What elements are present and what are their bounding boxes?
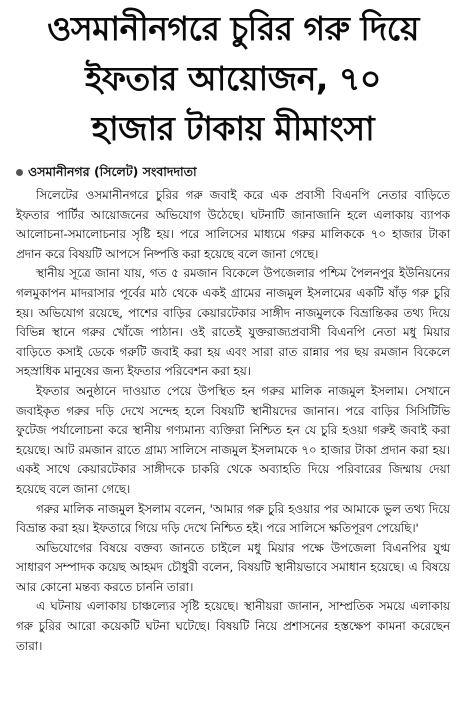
bullet-icon (16, 169, 23, 176)
byline (16, 164, 450, 180)
headline-line: হাজার টাকায় মীমাংসা (91, 109, 375, 148)
paragraph: সিলেটের ওসমানীনগরে চুরির গরু জবাই করে এক প্রবাসী বিএনপি নেতার বাড়িতে ইফতার পার্টির আয়োজনের অভিযোগ উঠেছে। ঘটনাটি জানাজানি হলে এলাকায় ব্যাপক আলোচনা-সমালোচনার সৃষ্টি হয়। পরে সালিসের মাধ্যমে গরুর মালিককে ৭০ হাজার টাকা প্রদান করে বিষয়টি আপসে নিষ্পত্তি করা হয়েছে বলে জানা গেছে। (16, 188, 450, 261)
headline-line: ওসমানীনগরে চুরির গরু দিয়ে (47, 9, 419, 48)
article-body (16, 186, 450, 656)
paragraph: ইফতার অনুষ্ঠানে দাওয়াত পেয়ে উপস্থিত হন গরুর মালিক নাজমুল ইসলাম। সেখানে জবাইকৃত গরুর দড়ি দেখে সন্দেহ হলে বিষয়টি স্থানীয়দের জানান। পরে বাড়ির সিসিটিভি ফুটেজ পর্যালোচনা করে স্থানীয় গণ্যমান্য ব্যক্তিরা নিশ্চিত হন যে চুরি হওয়া গরুই জবাই করা হয়েছে। আট রমজান রাতে গ্রাম্য সালিসে নাজমুল ইসলামকে ৭০ হাজার টাকা প্রদান করা হয়। একই সাথে কেয়ারটেকার সাঙ্গীদকে চাকরি থেকে অব্যাহতি দিয়ে পরিবারের জিম্মায় দেয়া হয়েছে বলে জানা গেছে। (16, 383, 450, 496)
paragraph: স্থানীয় সূত্রে জানা যায়, গত ৫ রমজান বিকেলে উপজেলার পশ্চিম পৈলনপুর ইউনিয়নের গলমুকাপন মাদরাসার পূর্বের মাঠ থেকে একই গ্রামের নাজমুল ইসলামের একটি ষাঁড় গরু চুরি হয়। অভিযোগ রয়েছে, পাশের বাড়ির কেয়ারটেকার সাঙ্গীদ নাজমুলকে বিভ্রান্তিকর তথ্য দিয়ে বিভিন্ন স্থানে গরুর খোঁজে পাঠান। ওই রাতেই যুক্তরাজ্যপ্রবাসী বিএনপি নেতা মধু মিয়ার বাড়িতে কসাই ডেকে গরুটি জবাই করা হয় এবং সারা রাত রান্নার পর ছয় রমজান বিকেলে সহস্রাধিক মানুষের জন্য ইফতার পরিবেশন করা হয়। (16, 266, 450, 379)
byline-text: ওসমানীনগর (সিলেট) সংবাদদাতা (28, 164, 197, 179)
headline-line: ইফতার আয়োজন, ৭০ (85, 59, 381, 98)
paragraph: অভিযোগের বিষয়ে বক্তব্য জানতে চাইলে মধু মিয়ার পক্ষে উপজেলা বিএনপির যুগ্ম সাধারণ সম্পাদক কয়েছ আহমদ চৌধুরী বলেন, বিষয়টি স্থানীয়ভাবে সমাধান হয়েছে। এ বিষয়ে আর কোনো মন্তব্য করতে চাননি তারা। (16, 540, 450, 594)
headline (16, 4, 450, 154)
paragraph: এ ঘটনায় এলাকায় চাঞ্চল্যের সৃষ্টি হয়েছে। স্থানীয়রা জানান, সাম্প্রতিক সময়ে এলাকায় গরু চুরির আরো কয়েকটি ঘটনা ঘটেছে। বিষয়টি নিয়ে প্রশাসনের হস্তক্ষেপ কামনা করেছেন তারা। (16, 599, 450, 653)
paragraph: গরুর মালিক নাজমুল ইসলাম বলেন, 'আমার গরু চুরি হওয়ার পর আমাকে ভুল তথ্য দিয়ে বিভ্রান্ত করা হয়। ইফতারে গিয়ে দড়ি দেখে নিশ্চিত হই। পরে সালিসে ক্ষতিপূরণ পেয়েছি।' (16, 501, 450, 536)
